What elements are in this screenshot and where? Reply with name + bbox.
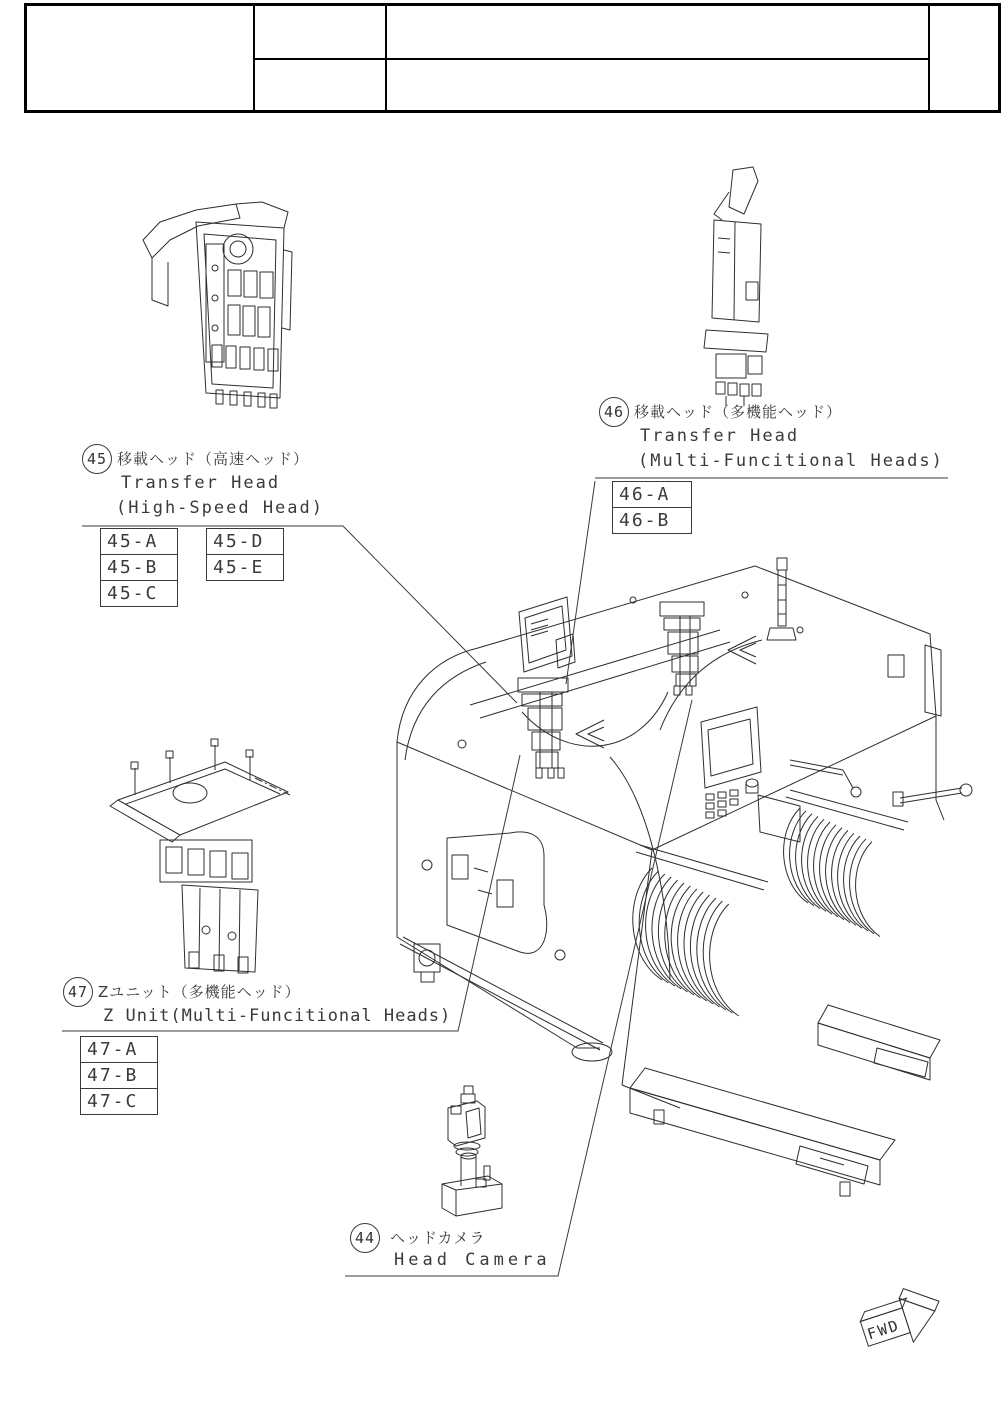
callout-46-en-line2: (Multi-Funcitional Heads) <box>638 451 944 471</box>
head45-detail-drawing <box>143 202 292 408</box>
feeder-cart-rear <box>818 1005 940 1080</box>
callout-44-en-line1: Head Camera <box>394 1250 551 1270</box>
callout-47-number: 47 <box>63 977 93 1007</box>
part-code: 47-A <box>81 1037 157 1063</box>
callout-45-jp-label: 移載ヘッド（高速ヘッド） <box>117 450 310 468</box>
callout-45-part-list-right <box>206 528 284 581</box>
feeder-bank-rear <box>784 808 880 937</box>
callout-45-part-list-left <box>100 528 178 607</box>
callout-46-jp-label: 移載ヘッド（多機能ヘッド） <box>634 403 843 421</box>
part-code: 47-C <box>87 1091 139 1112</box>
leader-lines <box>62 478 948 1276</box>
callout-46-en-line1: Transfer Head <box>640 426 800 446</box>
callout-47-en-line1: Z Unit(Multi-Funcitional Heads) <box>103 1006 452 1026</box>
callout-45-en-line2: (High-Speed Head) <box>116 498 324 518</box>
callout-44-jp-label: ヘッドカメラ <box>390 1229 486 1247</box>
callout-46-number: 46 <box>599 397 629 427</box>
zunit47-detail-drawing <box>110 739 290 973</box>
feeder-cart-front <box>630 1068 895 1196</box>
feeder-bank-front <box>633 868 739 1016</box>
part-code: 45-B <box>101 555 177 581</box>
callout-46-part-list <box>612 481 692 534</box>
part-code: 46-B <box>619 510 671 531</box>
callout-47-jp-label: Zユニット（多機能ヘッド） <box>98 983 301 1001</box>
head46-detail-drawing <box>704 167 768 406</box>
part-code: 45-C <box>107 583 159 604</box>
callout-45-en-line1: Transfer Head <box>121 473 281 493</box>
part-code: 47-B <box>81 1063 157 1089</box>
part-code: 45-E <box>213 557 265 578</box>
callout-45-number: 45 <box>82 444 112 474</box>
fwd-label: FWD <box>865 1316 903 1344</box>
callout-47-part-list <box>80 1036 158 1115</box>
part-code: 46-A <box>613 482 691 508</box>
camera44-detail-drawing <box>442 1086 502 1216</box>
part-code: 45-A <box>101 529 177 555</box>
part-code: 45-D <box>207 529 283 555</box>
mounted-head-right <box>660 602 704 695</box>
mounted-head-left <box>518 678 568 778</box>
machine-drawing <box>397 558 972 1196</box>
callout-44-number: 44 <box>350 1223 380 1253</box>
fwd-marker <box>855 1279 949 1355</box>
